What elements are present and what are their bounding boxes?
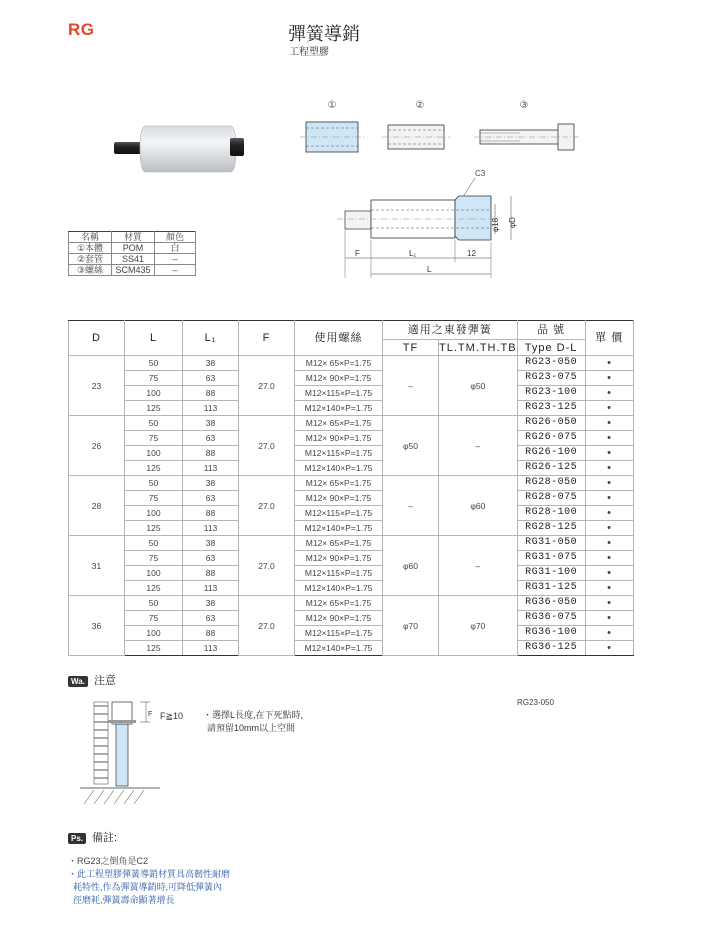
cell-part-number: RG28-125 [517, 521, 585, 536]
cell-l1: 113 [183, 521, 239, 536]
material-header-color: 顏色 [155, 232, 196, 243]
cell-part-number: RG26-050 [517, 416, 585, 431]
material-row-name: ③螺絲 [69, 265, 112, 276]
cell-f: 27.0 [239, 596, 295, 656]
cell-screw: M12× 65×P=1.75 [295, 476, 383, 491]
phid-label: φD [508, 217, 517, 228]
cell-screw: M12×115×P=1.75 [295, 446, 383, 461]
notice-title: 注意 [93, 675, 116, 687]
parts-exploded-view [290, 96, 590, 160]
cell-l: 100 [125, 626, 183, 641]
cell-part-number: RG31-075 [517, 551, 585, 566]
cell-part-number: RG26-100 [517, 446, 585, 461]
cell-screw: M12× 90×P=1.75 [295, 551, 383, 566]
cell-price: • [585, 581, 633, 596]
cell-spring-tl: φ50 [439, 356, 518, 416]
material-row-name: ②套管 [69, 254, 112, 265]
cell-screw: M12×115×P=1.75 [295, 626, 383, 641]
material-header-name: 名稱 [69, 232, 112, 243]
cell-l1: 88 [183, 626, 239, 641]
cell-spring-tl: φ70 [439, 596, 518, 656]
cell-screw: M12×115×P=1.75 [295, 566, 383, 581]
part-2-sleeve-drawing [382, 125, 450, 149]
cell-l1: 38 [183, 596, 239, 611]
cell-price: • [585, 506, 633, 521]
cell-f: 27.0 [239, 356, 295, 416]
material-header-material: 材質 [112, 232, 155, 243]
header-price: 單 價 [585, 321, 633, 356]
table-row [69, 491, 634, 506]
page-subtitle: 工程塑膠 [289, 47, 329, 58]
table-row [69, 506, 634, 521]
cell-part-number: RG36-075 [517, 611, 585, 626]
cell-l1: 63 [183, 551, 239, 566]
cell-spring-tl: φ60 [439, 476, 518, 536]
dim-12-label: 12 [467, 249, 476, 258]
dim-f-label: F [355, 249, 360, 258]
cell-part-number: RG36-050 [517, 596, 585, 611]
cell-part-number: RG23-050 [517, 356, 585, 371]
cell-l1: 113 [183, 401, 239, 416]
header-l: L [125, 321, 183, 356]
cell-l1: 63 [183, 491, 239, 506]
notice-text [203, 709, 303, 735]
cell-part-number: RG23-100 [517, 386, 585, 401]
cell-l1: 113 [183, 641, 239, 656]
cell-part-number: RG31-125 [517, 581, 585, 596]
table-row [69, 536, 634, 551]
page-title: 彈簧導銷 [288, 24, 360, 44]
notice-f-condition: F≧10 [160, 711, 184, 721]
material-row-material: POM [112, 243, 155, 254]
cell-l: 50 [125, 416, 183, 431]
cell-screw: M12× 65×P=1.75 [295, 356, 383, 371]
cell-screw: M12×140×P=1.75 [295, 521, 383, 536]
part-label-2: ② [415, 100, 425, 111]
cell-part-number: RG26-075 [517, 431, 585, 446]
cell-screw: M12×115×P=1.75 [295, 386, 383, 401]
cell-l1: 38 [183, 416, 239, 431]
dim-l1-label: L₁ [409, 249, 417, 258]
cell-screw: M12× 65×P=1.75 [295, 596, 383, 611]
part-3-screw-drawing [474, 124, 580, 150]
header-spring-tl: TL.TM.TH.TB [439, 341, 517, 354]
part-label-1: ① [327, 100, 337, 111]
cell-part-number: RG28-050 [517, 476, 585, 491]
cell-price: • [585, 566, 633, 581]
material-row-name: ①本體 [69, 243, 112, 254]
part-label-3: ③ [519, 100, 529, 111]
cell-f: 27.0 [239, 476, 295, 536]
assembly-dimension-drawing [335, 166, 535, 284]
spec-table [68, 320, 634, 656]
remarks-heading [68, 829, 117, 845]
cell-l: 75 [125, 551, 183, 566]
cell-price: • [585, 416, 633, 431]
cell-price: • [585, 521, 633, 536]
cell-l1: 38 [183, 356, 239, 371]
series-code: RG [68, 20, 95, 39]
header-l1: L₁ [183, 321, 239, 356]
cell-part-number: RG28-075 [517, 491, 585, 506]
table-row [69, 461, 634, 476]
cell-spring-tl: – [439, 536, 518, 596]
cell-d: 23 [69, 356, 125, 416]
cell-screw: M12× 90×P=1.75 [295, 371, 383, 386]
cell-l: 50 [125, 476, 183, 491]
table-row [69, 431, 634, 446]
table-row [69, 356, 634, 371]
table-row [69, 596, 634, 611]
cell-l: 75 [125, 431, 183, 446]
header-d: D [69, 321, 125, 356]
cell-price: • [585, 431, 633, 446]
cell-price: • [585, 401, 633, 416]
cell-l: 50 [125, 596, 183, 611]
cell-screw: M12×140×P=1.75 [295, 581, 383, 596]
table-row [69, 401, 634, 416]
remark-item: ・RG23之倒角是C2 [68, 856, 149, 866]
cell-l: 125 [125, 401, 183, 416]
material-row-material: SS41 [112, 254, 155, 265]
cell-spring-tf: φ60 [383, 536, 439, 596]
cell-spring-tf: φ70 [383, 596, 439, 656]
remarks-list [68, 855, 230, 907]
cell-l1: 38 [183, 476, 239, 491]
cell-price: • [585, 491, 633, 506]
table-row [69, 476, 634, 491]
cell-screw: M12×140×P=1.75 [295, 641, 383, 656]
cell-l: 75 [125, 611, 183, 626]
cell-l1: 113 [183, 461, 239, 476]
cell-l1: 88 [183, 446, 239, 461]
cell-spring-tl: – [439, 416, 518, 476]
cell-spring-tf: φ50 [383, 416, 439, 476]
cell-l: 100 [125, 386, 183, 401]
table-row [69, 551, 634, 566]
cell-price: • [585, 461, 633, 476]
cell-l1: 63 [183, 611, 239, 626]
cell-l: 100 [125, 506, 183, 521]
header-screw: 使用螺絲 [295, 321, 383, 356]
spec-table-body [69, 356, 634, 656]
notice-line: ・選擇L長度,在下死點時, [203, 710, 304, 720]
cell-l: 100 [125, 446, 183, 461]
cell-l1: 63 [183, 431, 239, 446]
remarks-title: 備註: [92, 832, 118, 844]
table-row [69, 521, 634, 536]
table-row [69, 611, 634, 626]
cell-d: 36 [69, 596, 125, 656]
cell-l1: 63 [183, 371, 239, 386]
cell-f: 27.0 [239, 536, 295, 596]
cell-price: • [585, 446, 633, 461]
cell-price: • [585, 386, 633, 401]
cell-l: 125 [125, 521, 183, 536]
header-spring-tf: TF [383, 340, 439, 356]
table-row [69, 566, 634, 581]
cell-part-number: RG23-125 [517, 401, 585, 416]
cell-price: • [585, 611, 633, 626]
cell-price: • [585, 641, 633, 656]
cell-l: 125 [125, 461, 183, 476]
product-photo [112, 118, 252, 182]
cell-screw: M12× 90×P=1.75 [295, 491, 383, 506]
table-row [69, 581, 634, 596]
c3-label: C3 [475, 169, 486, 178]
notice-spring-diagram [80, 696, 162, 808]
remark-item: 徑磨耗,彈簧壽命顯著增長 [68, 895, 175, 905]
cell-l1: 88 [183, 386, 239, 401]
header-part-number: 品 號 [517, 321, 585, 340]
cell-part-number: RG26-125 [517, 461, 585, 476]
cell-screw: M12× 90×P=1.75 [295, 431, 383, 446]
cell-screw: M12× 90×P=1.75 [295, 611, 383, 626]
cell-l1: 38 [183, 536, 239, 551]
table-row [69, 446, 634, 461]
cell-l: 125 [125, 641, 183, 656]
cell-l: 75 [125, 371, 183, 386]
cell-price: • [585, 371, 633, 386]
notice-line: 請預留10mm以上空間 [207, 723, 296, 733]
table-row [69, 641, 634, 656]
cell-price: • [585, 596, 633, 611]
header-spring: 適用之東發彈簧 [383, 321, 518, 340]
cell-l: 125 [125, 581, 183, 596]
notice-example-part-number: RG23-050 [517, 698, 554, 707]
cell-screw: M12×140×P=1.75 [295, 401, 383, 416]
remark-item: 耗特性,作為彈簧導銷時,可降低彈簧內 [68, 882, 223, 892]
material-row-material: SCM435 [112, 265, 155, 276]
table-row [69, 626, 634, 641]
cell-screw: M12× 65×P=1.75 [295, 536, 383, 551]
header-type: Type D-L [517, 340, 585, 356]
cell-price: • [585, 536, 633, 551]
phi18-label: φ18 [491, 217, 500, 232]
cell-part-number: RG31-100 [517, 566, 585, 581]
cell-price: • [585, 356, 633, 371]
material-row-color: – [155, 265, 196, 276]
cell-screw: M12×140×P=1.75 [295, 461, 383, 476]
cell-part-number: RG36-100 [517, 626, 585, 641]
cell-screw: M12× 65×P=1.75 [295, 416, 383, 431]
material-table [68, 231, 196, 276]
cell-d: 28 [69, 476, 125, 536]
notice-badge: Wa. [68, 676, 88, 687]
part-1-body-drawing [300, 122, 364, 152]
cell-d: 31 [69, 536, 125, 596]
cell-screw: M12×115×P=1.75 [295, 506, 383, 521]
cell-l: 75 [125, 491, 183, 506]
table-row [69, 371, 634, 386]
cell-spring-tf: – [383, 476, 439, 536]
header-f: F [239, 321, 295, 356]
cell-d: 26 [69, 416, 125, 476]
cell-part-number: RG36-125 [517, 641, 585, 656]
cell-price: • [585, 626, 633, 641]
cell-part-number: RG23-075 [517, 371, 585, 386]
dim-l-label: L [427, 265, 432, 274]
cell-part-number: RG28-100 [517, 506, 585, 521]
remarks-badge: Ps. [68, 833, 86, 844]
table-row [69, 416, 634, 431]
cell-l1: 113 [183, 581, 239, 596]
table-row [69, 386, 634, 401]
cell-price: • [585, 551, 633, 566]
cell-l1: 88 [183, 566, 239, 581]
cell-part-number: RG31-050 [517, 536, 585, 551]
cell-l: 50 [125, 536, 183, 551]
cell-l1: 88 [183, 506, 239, 521]
cell-l: 100 [125, 566, 183, 581]
cell-spring-tf: – [383, 356, 439, 416]
cell-l: 50 [125, 356, 183, 371]
cell-f: 27.0 [239, 416, 295, 476]
material-row-color: 白 [155, 243, 196, 254]
notice-heading [68, 672, 116, 688]
material-row-color: – [155, 254, 196, 265]
notice-f-label: F [148, 711, 153, 718]
remark-item: ・此工程塑膠彈簧導銷材質具高韌性耐磨 [68, 869, 231, 879]
cell-price: • [585, 476, 633, 491]
